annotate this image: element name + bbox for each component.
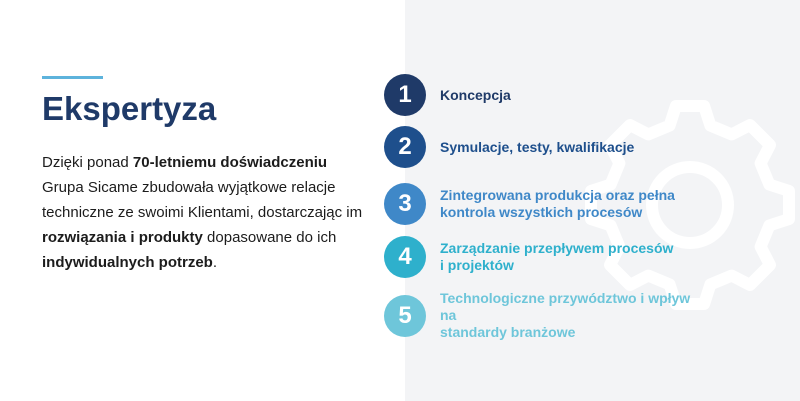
step-label-line: kontrola wszystkich procesów — [440, 204, 643, 220]
step-label — [440, 187, 710, 221]
step-number-badge: 2 — [384, 126, 426, 168]
step-label-line: Koncepcja — [440, 86, 511, 103]
step-label — [440, 290, 710, 341]
step-number-badge: 1 — [384, 74, 426, 116]
step-label — [440, 87, 710, 104]
step-label-line: Symulacje, testy, kwalifikacje — [440, 138, 635, 155]
step-1 — [384, 74, 710, 116]
step-label — [440, 240, 710, 274]
step-number-badge: 4 — [384, 236, 426, 278]
step-number-badge: 5 — [384, 295, 426, 337]
step-label — [440, 139, 710, 156]
page-title: Ekspertyza — [42, 90, 217, 127]
step-2 — [384, 126, 710, 168]
step-5 — [384, 290, 710, 341]
intro-text-1: Dzięki ponad — [42, 154, 133, 171]
intro-text-4: . — [212, 254, 218, 271]
step-number-badge: 3 — [384, 183, 426, 225]
intro-bold-1: 70-letniemu doświadczeniu — [132, 154, 328, 171]
title-accent-line — [42, 76, 103, 79]
step-label-line: Zarządzanie przepływem procesów — [440, 240, 674, 256]
step-label-line: Technologiczne przywództwo i wpływ na — [440, 290, 691, 323]
step-4 — [384, 236, 710, 278]
step-label-line: i projektów — [440, 257, 514, 273]
intro-text-3: dopasowane do ich — [202, 229, 337, 246]
intro-text-2: Grupa Sicame zbudowała wyjątkowe relacje techniczne ze swoimi Klientami, dostarczając im — [42, 179, 363, 221]
intro-bold-3: indywidualnych potrzeb — [42, 254, 213, 271]
step-label-line: Zintegrowana produkcja oraz pełna — [440, 187, 675, 203]
step-label-line: standardy branżowe — [440, 324, 576, 340]
step-3 — [384, 183, 710, 225]
intro-paragraph — [42, 150, 372, 275]
intro-bold-2: rozwiązania i produkty — [42, 229, 203, 246]
